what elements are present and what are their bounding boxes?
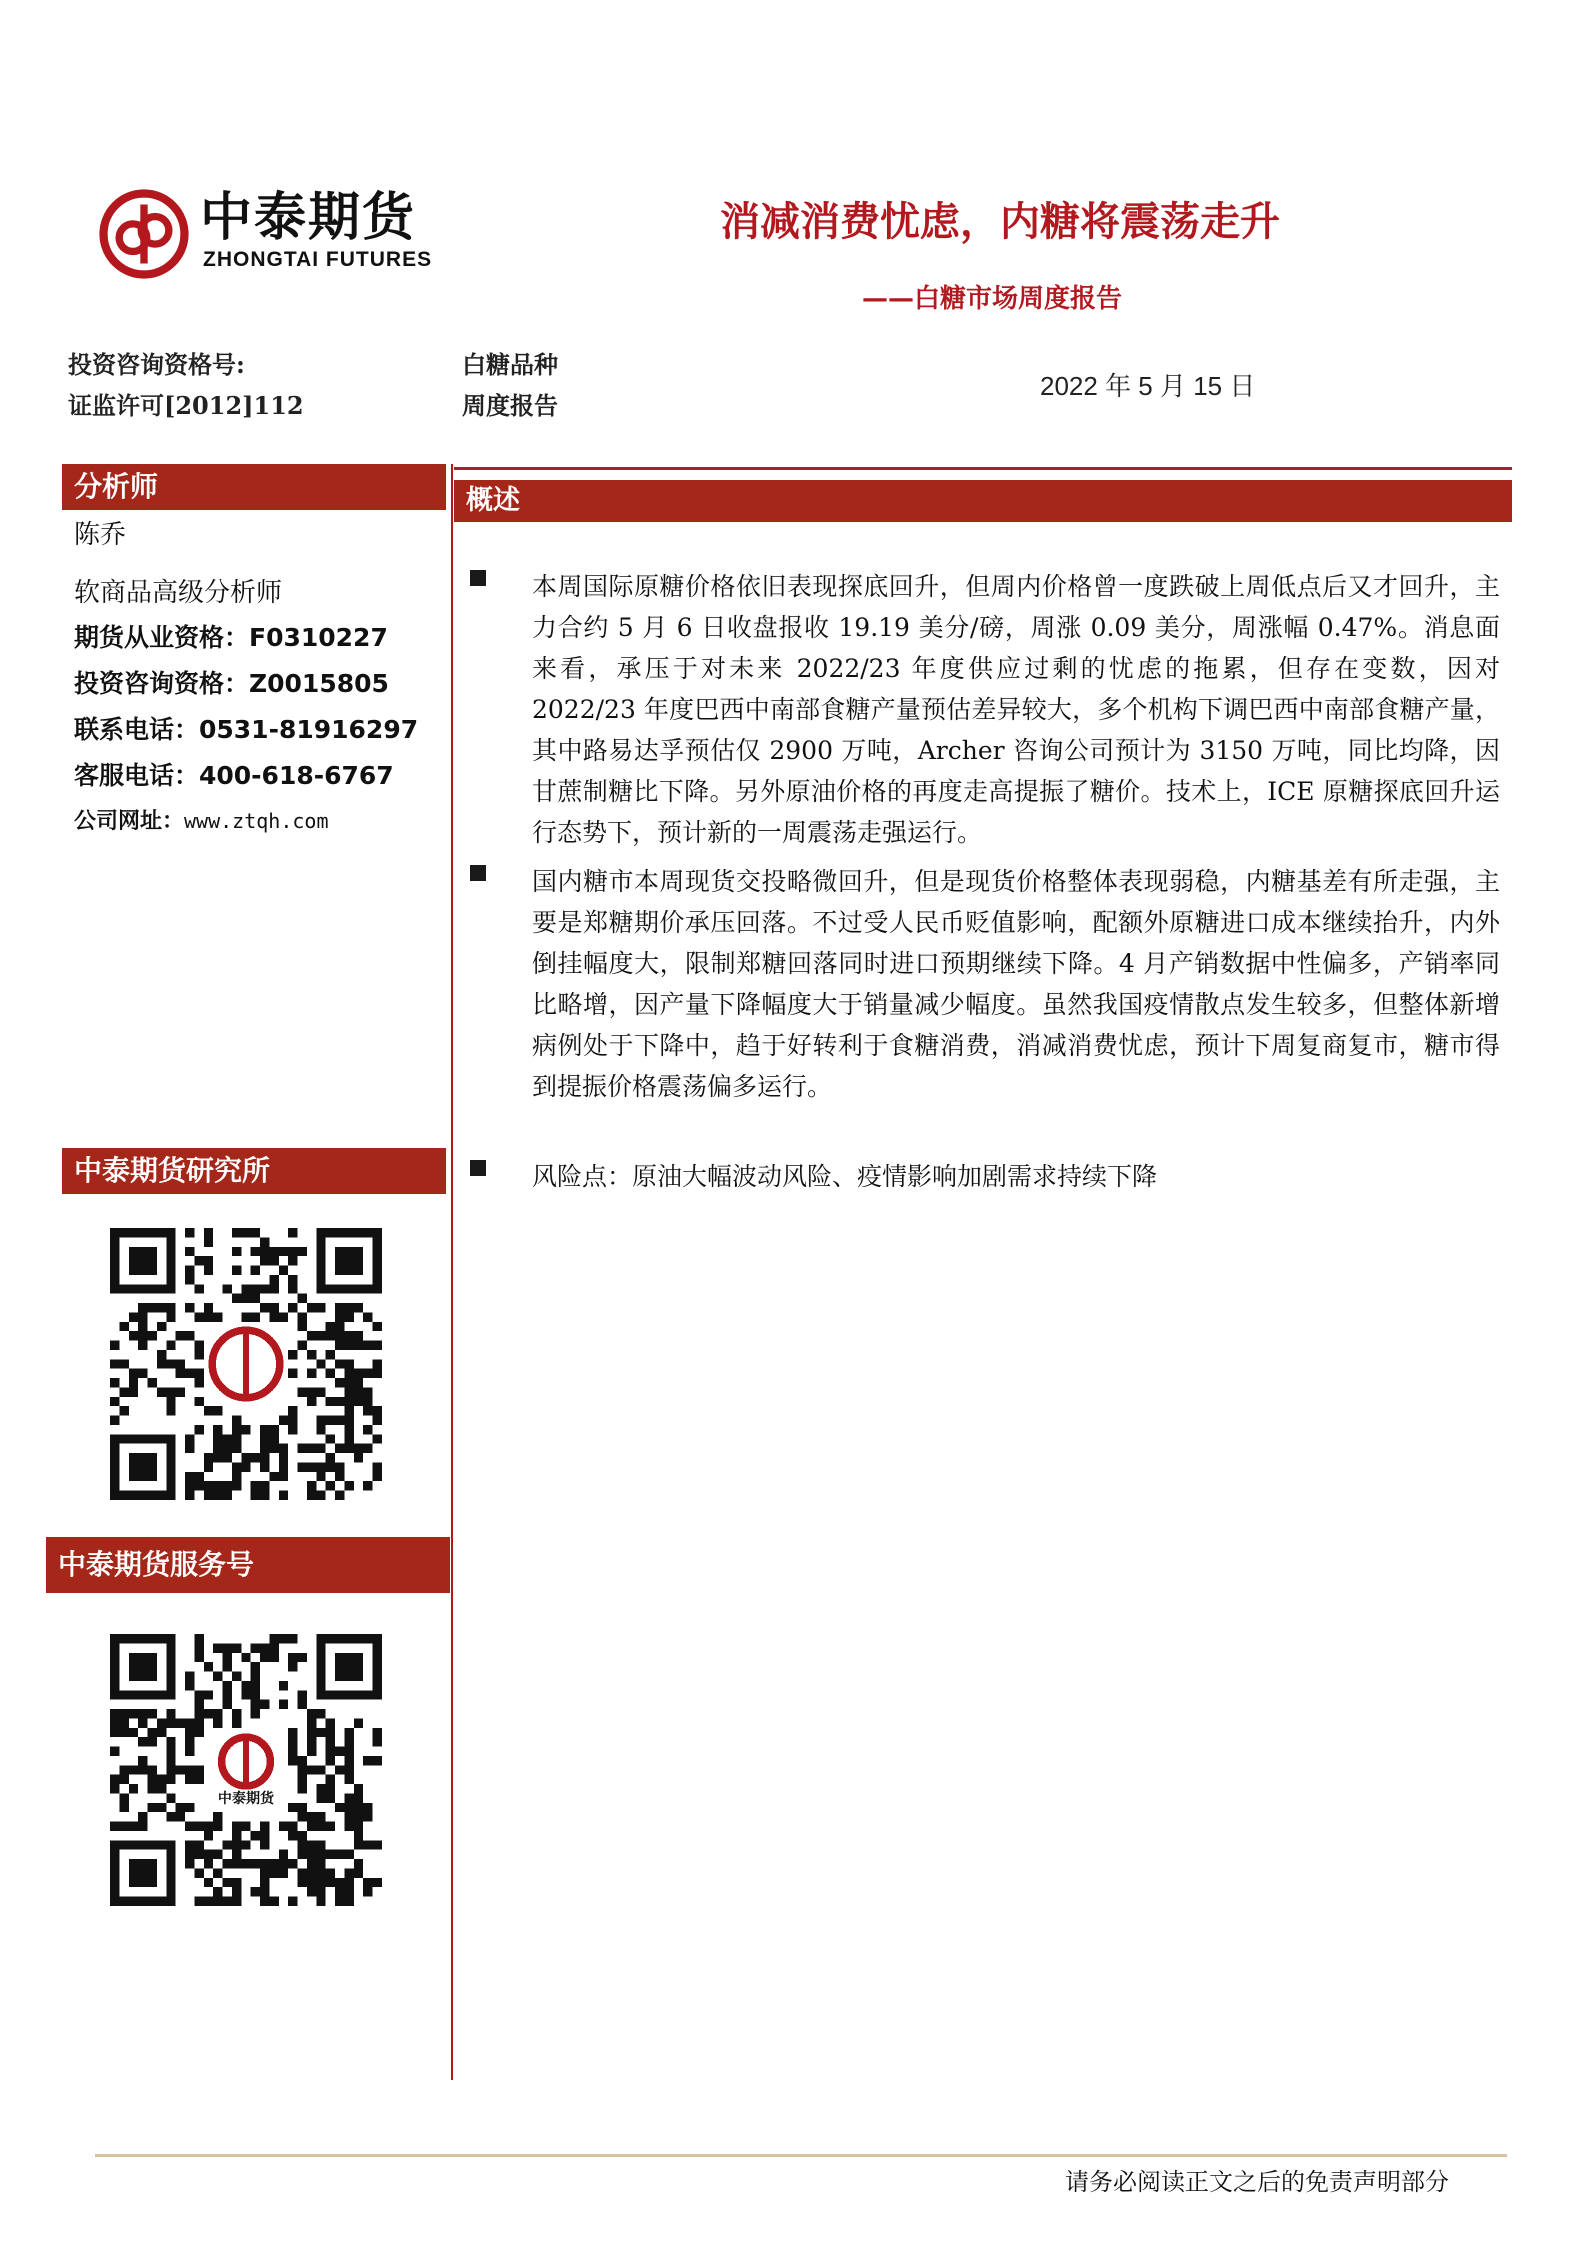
- variety-label: 白糖品种: [462, 350, 558, 379]
- website-link[interactable]: www.ztqh.com: [184, 809, 329, 833]
- analyst-role: 软商品高级分析师: [74, 578, 283, 608]
- paragraph-text: 国内糖市本周现货交投略微回升，但是现货价格整体表现弱稳，内糖基差有所走强，主要是郑糖期价承压回落。不过受人民币贬值影响，配额外原糖进口成本继续抬升，内外倒挂幅度大，限制郑糖回落同时进口预期继续下降。4 月产销数据中性偏多，产销率同比略增，因产量下降幅度大于销量减少幅度。虽然我国疫情散点发生较多，但整体新增病例处于下降中，趋于好转利于食糖消费，消减消费忧虑，预计下周复商复市，糖市得到提振价格震荡偏多运行。: [532, 867, 1500, 1101]
- report-date: 2022 年 5 月 15 日: [1040, 371, 1256, 401]
- paragraph-text: 本周国际原糖价格依旧表现探底回升，但周内价格曾一度跌破上周低点后又才回升，主力合约 5 月 6 日收盘报收 19.19 美分/磅，周涨 0.09 美分，周涨幅 0.47%。消息面来看，承压于对未来 2022/23 年度供应过剩的忧虑的拖累，但存在变数，因对 2022/23 年度巴西中南部食糖产量预估差异较大，多个机构下调巴西中南部食糖产量，其中路易达孚预估仅 2900 万吨，Archer 咨询公司预计为 3150 万吨，同比均降，因甘蔗制糖比下降。另外原油价格的再度走高提振了糖价。技术上，ICE 原糖探底回升运行态势下，预计新的一周震荡走强运行。: [532, 572, 1500, 847]
- report-subtitle: ——白糖市场周度报告: [862, 284, 1123, 314]
- qr-center-label: 中泰期货: [217, 1790, 275, 1807]
- website-label: 公司网址：: [74, 809, 185, 834]
- institute-qr-code-icon: [110, 1228, 382, 1500]
- column-divider: [451, 464, 453, 2080]
- overview-heading: 概述: [454, 480, 1512, 522]
- credential-label: 投资咨询资格号:: [68, 350, 245, 379]
- risk-text: 风险点：原油大幅波动风险、疫情影响加剧需求持续下降: [532, 1162, 1158, 1191]
- summary-paragraph-international: [470, 566, 1500, 853]
- website-row: [74, 804, 329, 835]
- contact-phone: 联系电话：0531-81916297: [74, 715, 419, 744]
- bullet-icon: [470, 865, 486, 881]
- risk-paragraph: [470, 1156, 1500, 1197]
- research-institute-heading: 中泰期货研究所: [62, 1148, 446, 1194]
- consulting-qualification: 投资咨询资格：Z0015805: [74, 669, 389, 698]
- bullet-icon: [470, 1160, 486, 1176]
- footer-rule: [95, 2154, 1507, 2157]
- analyst-name: 陈乔: [74, 520, 127, 550]
- service-account-heading: 中泰期货服务号: [46, 1537, 450, 1593]
- summary-paragraph-domestic: [470, 861, 1500, 1107]
- service-qr-code-icon: [110, 1634, 382, 1906]
- credential-value: 证监许可[2012]112: [68, 391, 304, 420]
- report-title: 消减消费忧虑，内糖将震荡走升: [720, 199, 1280, 245]
- company-name-en: ZHONGTAI FUTURES: [203, 248, 433, 271]
- footer-disclaimer: 请务必阅读正文之后的免责声明部分: [1065, 2168, 1449, 2196]
- futures-qualification: 期货从业资格：F0310227: [74, 623, 388, 652]
- bullet-icon: [470, 570, 486, 586]
- company-logo-icon: [98, 188, 190, 280]
- analyst-section-heading: 分析师: [62, 464, 446, 510]
- overview-top-rule: [454, 467, 1512, 470]
- service-phone: 客服电话：400-618-6767: [74, 761, 394, 790]
- company-name-cn: 中泰期货: [200, 188, 417, 248]
- report-type-label: 周度报告: [462, 391, 558, 420]
